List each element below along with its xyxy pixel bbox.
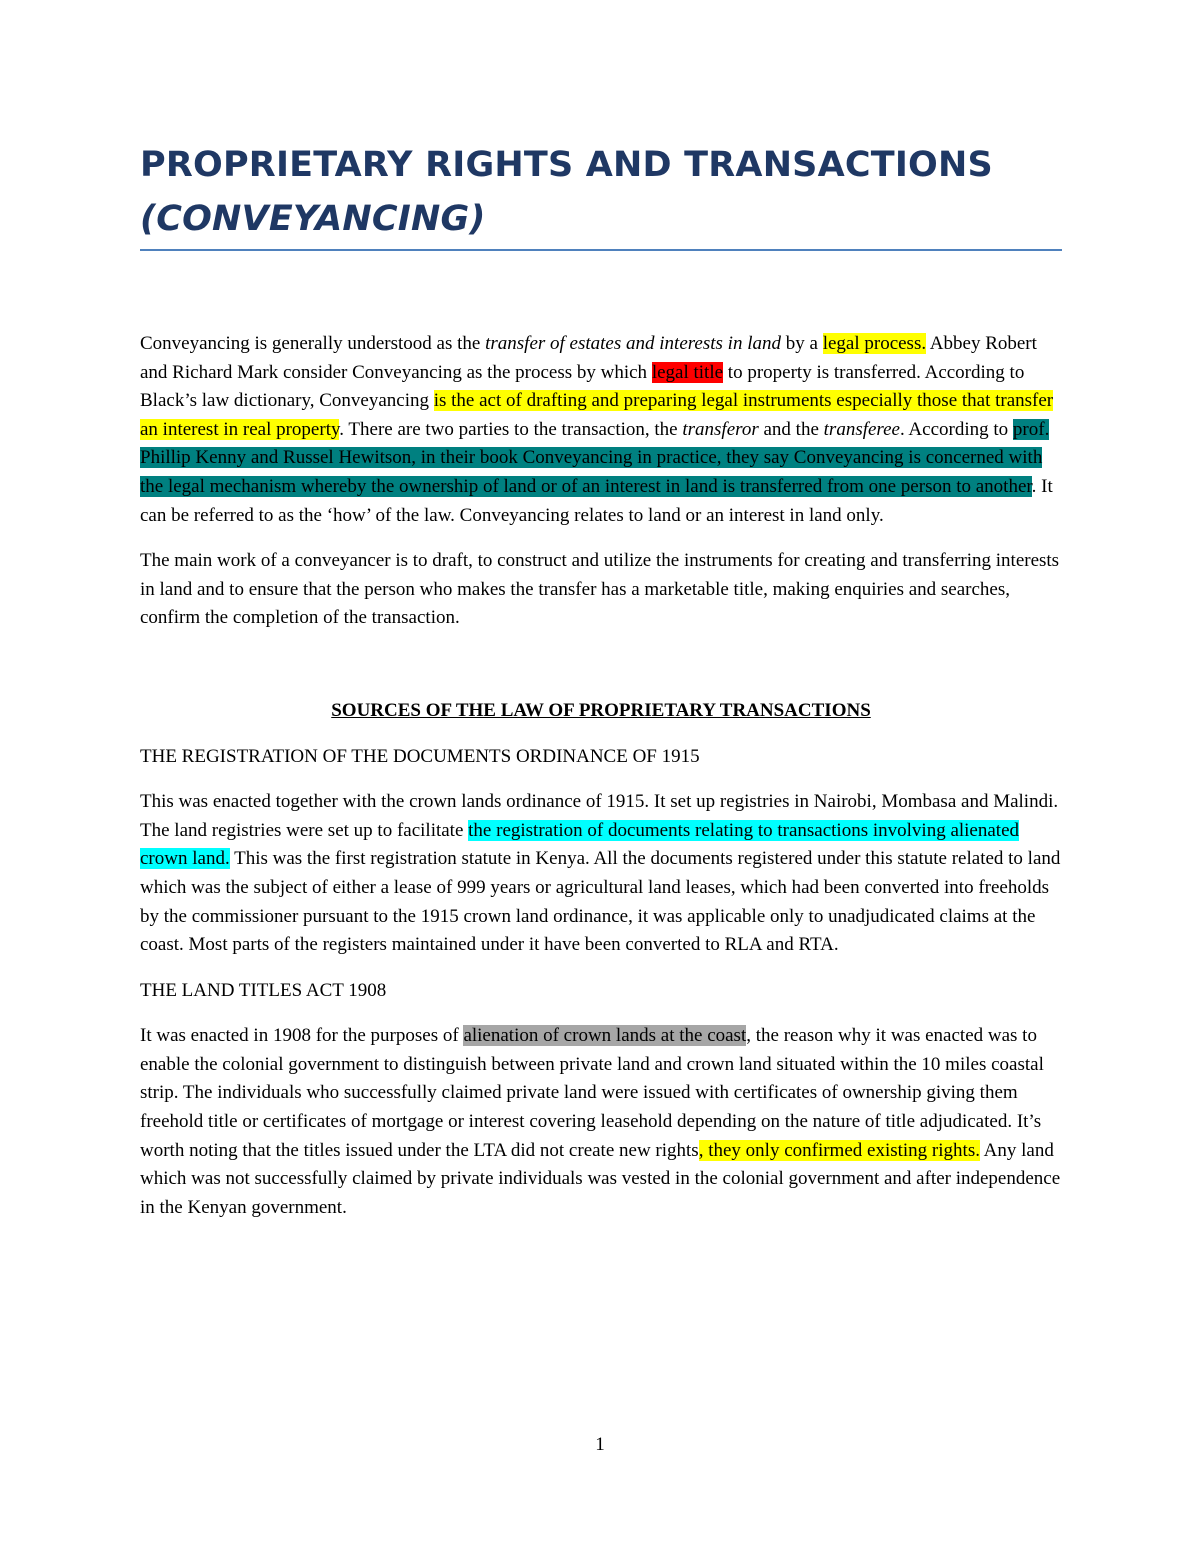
text-run: This was enacted together with the crown lands ordinance of 1915. It set up registries in Nairobi, Mombasa and Malindi. The land registries were set up to facilitate [140, 791, 1059, 841]
text-run: by a [781, 333, 823, 354]
document-body [140, 330, 1062, 1239]
highlight-red: legal title [651, 361, 724, 383]
text-run-italic: transferor [682, 418, 759, 440]
lta-paragraph [140, 1022, 1062, 1222]
highlight-yellow: , they only confirmed existing rights. [698, 1139, 980, 1161]
document-title [140, 138, 1062, 246]
text-run: , the reason why it was enacted was to enable the colonial government to distinguish between private land and crown land situated within the 10 miles coastal strip. The individuals who successfully claimed private land were issued with certificates of ownership giving them freehold title or certificates of mortgage or interest covering leasehold depending on the nature of title adjudicated. It’s worth noting that the titles issued under the LTA did not create new rights [140, 1025, 1044, 1161]
highlight-gray: alienation of crown lands at the coast [463, 1025, 747, 1047]
intro-paragraph-1 [140, 330, 1062, 530]
rdo-paragraph [140, 788, 1062, 960]
highlight-yellow: is the act of drafting and preparing legal instruments especially those that transfer an interest in real property [140, 390, 1054, 440]
highlight-yellow: legal process. [822, 333, 927, 354]
section-heading-sources: SOURCES OF THE LAW OF PROPRIETARY TRANSACTIONS [331, 699, 871, 721]
text-run: . According to [899, 418, 1013, 440]
intro-paragraph-2: The main work of a conveyancer is to draft, to construct and utilize the instruments for creating and transferring interests in land and to ensure that the person who makes the transfer has a marketable title, making enquiries and searches, confirm the completion of the transaction. [140, 550, 1060, 629]
text-run-italic: transfer of estates and interests in land [485, 333, 781, 354]
text-run: to property is transferred. According to Black’s law dictionary, Conveyancing [140, 361, 1025, 412]
text-run: This was the first registration statute in Kenya. All the documents registered under this statute related to land which was the subject of either a lease of 999 years or agricultural land leases, which had been converted into freeholds by the commissioner pursuant to the 1915 crown land ordinance, it was applicable only to unadjudicated claims at the coast. Most parts of the registers maintained under it have been converted to RLA and RTA. [140, 848, 1061, 956]
text-run-italic: transferee [823, 418, 900, 440]
text-run: . It can be referred to as the ‘how’ of the law. Conveyancing relates to land or an interest in land only. [140, 475, 1053, 526]
page-number: 1 [595, 1434, 605, 1455]
subheading-registration-documents-ordinance: THE REGISTRATION OF THE DOCUMENTS ORDINANCE OF 1915 [140, 745, 700, 767]
title-underline-rule [140, 249, 1062, 251]
subheading-land-titles-act: THE LAND TITLES ACT 1908 [140, 979, 387, 1001]
text-run: . There are two parties to the transaction, the [339, 418, 683, 440]
highlight-cyan: the registration of documents relating to transactions involving alienated crown land. [140, 819, 1020, 870]
text-run: It was enacted in 1908 for the purposes of [140, 1025, 464, 1047]
title-line-2: (CONVEYANCING) [140, 199, 486, 239]
text-run: and the [758, 418, 824, 440]
highlight-teal: prof. Phillip Kenny and Russel Hewitson, in their book Conveyancing in practice, they say Conveyancing is concerned with the legal mechanism whereby the ownership of land or of an interest in land is transferred from one person to another [140, 418, 1050, 497]
text-run: Conveyancing is generally understood as the [140, 333, 486, 354]
text-run: Any land which was not successfully claimed by private individuals was vested in the colonial government and after independence in the Kenyan government. [140, 1139, 1061, 1218]
title-line-1: PROPRIETARY RIGHTS AND TRANSACTIONS [140, 145, 993, 185]
text-run: Abbey Robert and Richard Mark consider Conveyancing as the process by which [140, 333, 1037, 383]
